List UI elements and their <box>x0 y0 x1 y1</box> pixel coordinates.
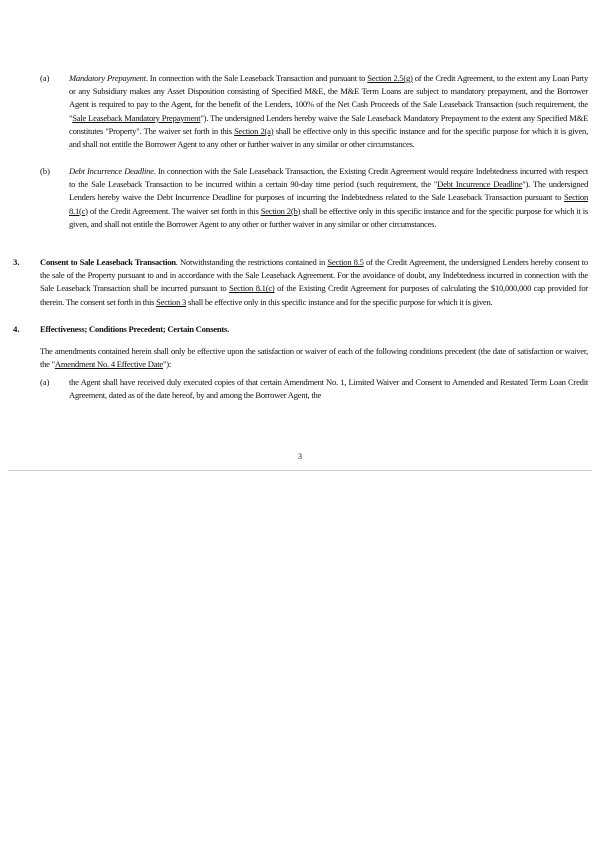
section-2-a-link[interactable]: Section 2(a) <box>234 125 274 136</box>
subsection-b-heading: Debt Incurrence Deadline <box>69 166 154 176</box>
section-3-paragraph: Consent to Sale Leaseback Transaction. Notwithstanding the restrictions contained in Section 8.5 of the Credit Agreement, the undersigned Lenders hereby consent to the sale of the Property pursuant to and in accordance with the Sale Leaseback Agreement. For the avoidance of doubt, any Indebtedness incurred in connection with the Sale Leaseback Transaction shall be incurred pursuant to Section 8.1(c) of the Existing Credit Agreement for purposes of calculating the $10,000,000 cap provided for therein. The consent set forth in this Section 3 shall be effective only in this specific instance and for the specific purpose for which it is given. <box>40 257 588 307</box>
section-4-heading: Effectiveness; Conditions Precedent; Certain Consents. <box>40 324 229 334</box>
section-3-number: 3. <box>13 257 20 267</box>
page-divider <box>8 470 592 471</box>
section-2-5-g-link[interactable]: Section 2.5(g) <box>367 73 413 83</box>
section-8-1-c-link-2[interactable]: Section 8.1(c) <box>229 283 275 294</box>
defined-term-debt-incurrence-deadline: Debt Incurrence Deadline <box>437 179 523 190</box>
section-3-heading: Consent to Sale Leaseback Transaction <box>40 257 176 267</box>
section-4-item-a-label: (a) <box>40 377 50 387</box>
section-2-b-link[interactable]: Section 2(b) <box>260 205 301 216</box>
subsection-a-heading: Mandatory Prepayment <box>69 73 146 83</box>
subsection-a-label: (a) <box>40 73 50 83</box>
section-4-number: 4. <box>13 324 20 334</box>
defined-term-amendment-no-4-effective-date: Amendment No. 4 Effective Date <box>54 359 163 370</box>
subsection-b-paragraph: Debt Incurrence Deadline. In connection with the Sale Leaseback Transaction, the Existing Credit Agreement would require Indebtedness incurred with respect to the Sale Leaseback Transaction to be incurred within a certain 90-day time period (such requirement, the "Debt Incurrence Deadline"). The undersigned Lenders hereby waive the Debt Incurrence Deadline for purposes of incurring the Indebtedness related to the Sale Leaseback Transaction pursuant to Section 8.1(c) of the Credit Agreement. The waiver set forth in this Section 2(b) shall be effective only in this specific instance and for the specific purpose for which it is given, and shall not entitle the Borrower Agent to any other or further waiver in any similar or other circumstances. <box>69 166 589 229</box>
defined-term-sale-leaseback-mandatory-prepayment: Sale Leaseback Mandatory Prepayment <box>72 112 201 123</box>
page-number: 3 <box>298 452 302 461</box>
section-8-5-link[interactable]: Section 8.5 <box>327 257 364 267</box>
section-4-item-a-text: the Agent shall have received duly executed copies of that certain Amendment No. 1, Limited Waiver and Consent to Amended and Restated Term Loan Credit Agreement, dated as of the date hereof, by and among the Borrower Agent, the <box>69 377 588 401</box>
subsection-b-label: (b) <box>40 166 51 176</box>
section-4-intro: The amendments contained herein shall only be effective upon the satisfaction or waiver of each of the following conditions precedent (the date of satisfaction or waiver, the "Amendment No. 4 Effective Date"): <box>40 346 588 370</box>
section-8-1-c-link[interactable]: Section 8.1(c) <box>69 192 588 216</box>
section-3-link[interactable]: Section 3 <box>156 296 187 307</box>
subsection-a-paragraph: Mandatory Prepayment. In connection with the Sale Leaseback Transaction and pursuant to Section 2.5(g) of the Credit Agreement, to the extent any Loan Party or any Subsidiary makes any Asset Disposition consisting of Specified M&E, the M&E Term Loans are subject to mandatory prepayment, and the Borrower Agent is required to pay to the Agent, for the benefit of the Lenders, 100% of the Net Cash Proceeds of the Sale Leaseback Transaction (such requirement, the "Sale Leaseback Mandatory Prepayment"). The undersigned Lenders hereby waive the Sale Leaseback Mandatory Prepayment to the extent any Specified M&E constitutes "Property". The waiver set forth in this Section 2(a) shall be effective only in this specific instance and for the specific purpose for which it is given, and shall not entitle the Borrower Agent to any other or further waiver in any similar or other circumstances. <box>69 73 588 150</box>
